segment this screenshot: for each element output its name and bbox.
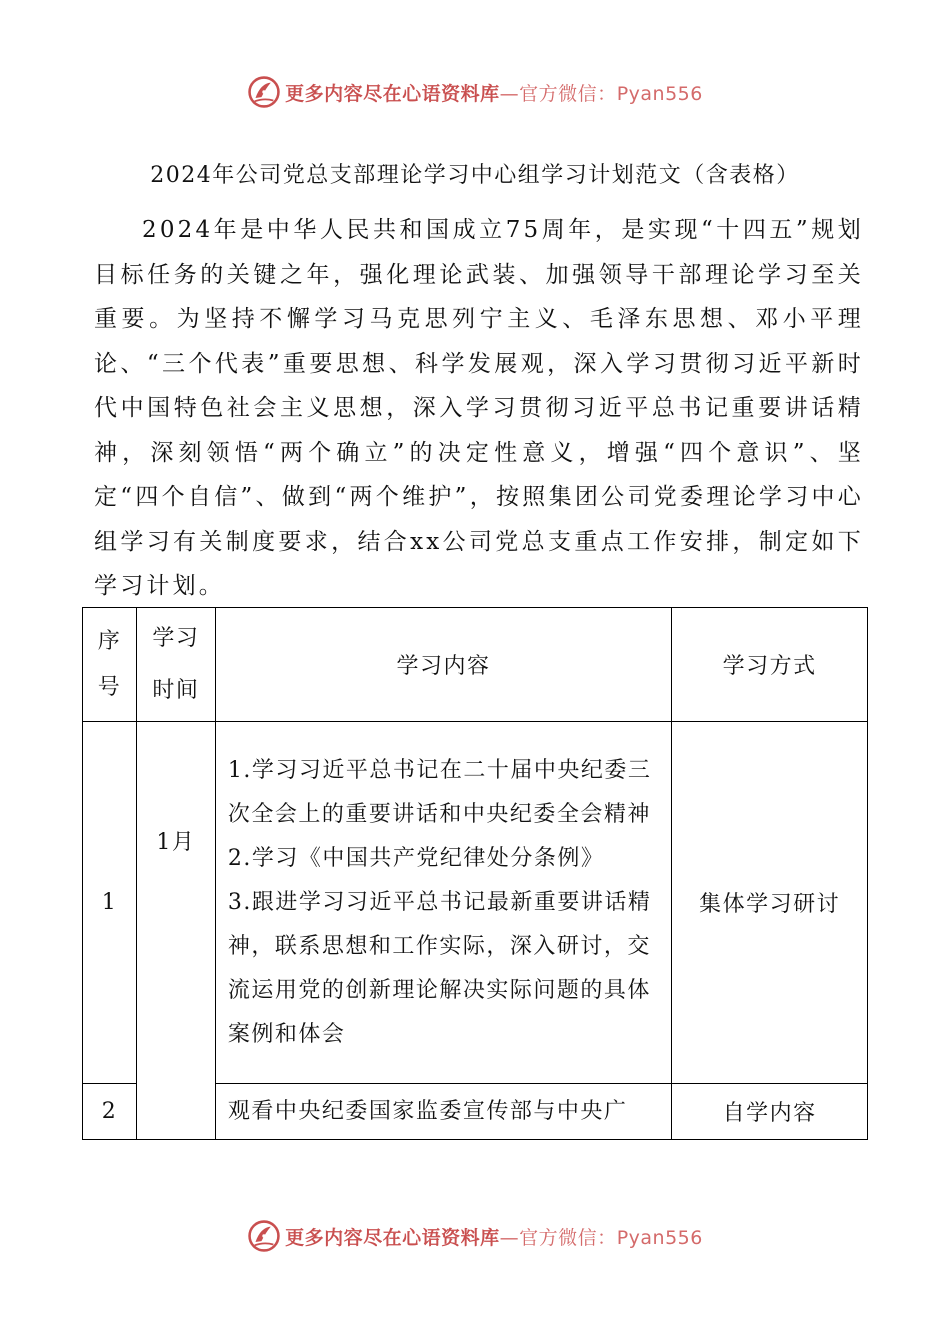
table-header-row xyxy=(83,608,868,722)
content-item: 1.学习习近平总书记在二十届中央纪委三次全会上的重要讲话和中央纪委全会精神 xyxy=(227,757,652,827)
row-study-time: 1月 xyxy=(136,722,215,1140)
watermark-text: 更多内容尽在心语资料库—官方微信：Pyan556 xyxy=(285,1226,703,1249)
content-item: 3.跟进学习习近平总书记最新重要讲话精神，联系思想和工作实际，深入研讨，交流运用党的创新理论解决实际问题的具体案例和体会 xyxy=(227,889,652,1047)
watermark-text: 更多内容尽在心语资料库—官方微信：Pyan556 xyxy=(285,82,703,105)
row-number: 1 xyxy=(83,722,137,1084)
header-study-time: 学习 时间 xyxy=(136,608,215,722)
row-number: 2 xyxy=(83,1084,137,1140)
content-item: 观看中央纪委国家监委宣传部与中央广 xyxy=(227,1098,628,1124)
table-row xyxy=(83,722,868,1084)
study-plan-table xyxy=(82,607,868,1140)
document-title: 2024年公司党总支部理论学习中心组学习计划范文（含表格） xyxy=(150,163,800,188)
row-study-content xyxy=(215,1084,671,1140)
row-study-method: 集体学习研讨 xyxy=(672,722,868,1084)
row-study-content xyxy=(215,722,671,1084)
header-watermark-banner xyxy=(0,72,950,112)
intro-paragraph: 2024年是中华人民共和国成立75周年，是实现“十四五”规划目标任务的关键之年，强化理论武装、加强领导干部理论学习至关重要。为坚持不懈学习马克思列宁主义、毛泽东思想、邓小平理论、“三个代表”重要思想、科学发展观，深入学习贯彻习近平新时代中国特色社会主义思想，深入学习贯彻习近平总书记重要讲话精神，深刻领悟“两个确立”的决定性意义，增强“四个意识”、坚定“四个自信”、做到“两个维护”，按照集团公司党委理论学习中心组学习有关制度要求，结合xx公司党总支重点工作安排，制定如下学习计划。 xyxy=(94,217,864,599)
header-number: 序 号 xyxy=(83,608,137,722)
row-study-method: 自学内容 xyxy=(672,1084,868,1140)
content-item: 2.学习《中国共产党纪律处分条例》 xyxy=(227,845,605,871)
footer-watermark-banner xyxy=(0,1216,950,1256)
signature-pen-logo-icon xyxy=(247,1219,281,1253)
header-study-method: 学习方式 xyxy=(672,608,868,722)
header-study-content: 学习内容 xyxy=(215,608,671,722)
signature-pen-logo-icon xyxy=(247,75,281,109)
